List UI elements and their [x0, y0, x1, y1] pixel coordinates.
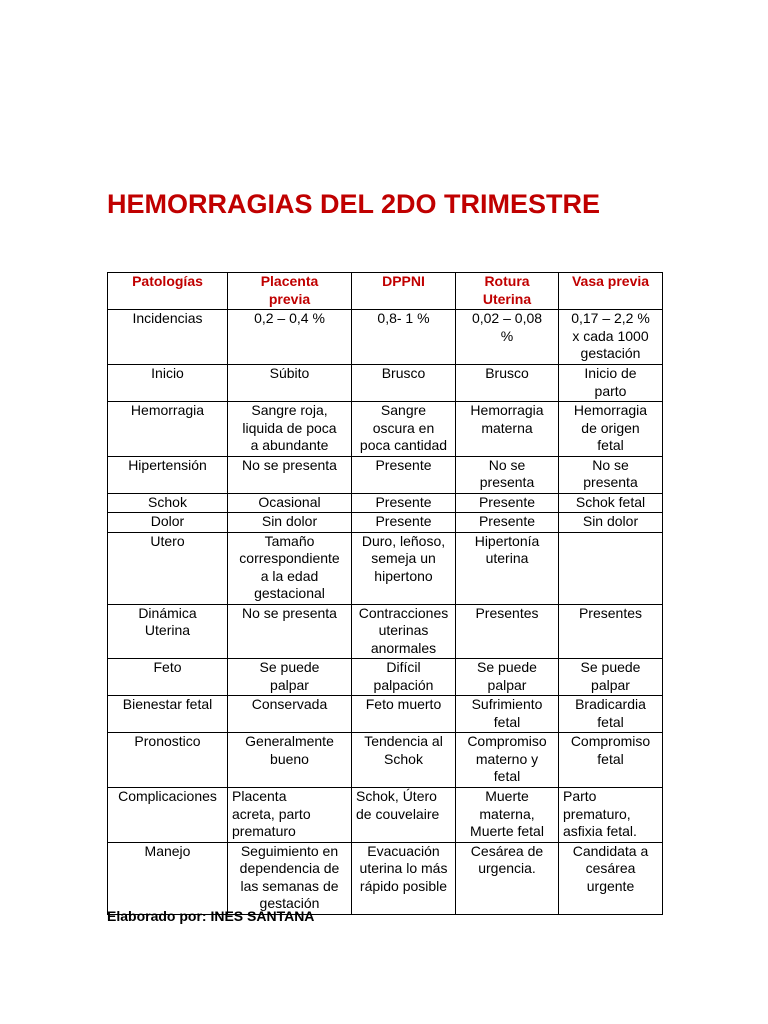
table-row [108, 604, 663, 659]
table-cell: Sufrimiento fetal [456, 696, 559, 733]
table-cell: Sin dolor [228, 513, 352, 533]
table-cell: Conservada [228, 696, 352, 733]
header-cell: Placenta previa [228, 273, 352, 310]
table-cell: Hemorragia de origen fetal [559, 402, 663, 457]
table-cell: Dolor [108, 513, 228, 533]
table-row [108, 493, 663, 513]
table-cell: Seguimiento en dependencia de las semanas de gestación [228, 842, 352, 914]
table-cell: Sangre roja, liquida de poca a abundante [228, 402, 352, 457]
table-cell: Schok, Útero de couvelaire [352, 788, 456, 843]
table-cell: Manejo [108, 842, 228, 914]
table-cell: Hemorragia materna [456, 402, 559, 457]
table-cell: Dinámica Uterina [108, 604, 228, 659]
table-cell: 0,02 – 0,08 % [456, 310, 559, 365]
table-cell: Presente [456, 493, 559, 513]
table-cell: Presente [352, 456, 456, 493]
table-row [108, 659, 663, 696]
table-cell: Feto muerto [352, 696, 456, 733]
table-cell: Presentes [456, 604, 559, 659]
table-cell: No se presenta [559, 456, 663, 493]
table-cell: No se presenta [456, 456, 559, 493]
author-credit: Elaborado por: INES SANTANA [107, 908, 315, 924]
table-cell: Contracciones uterinas anormales [352, 604, 456, 659]
table-cell: Candidata a cesárea urgente [559, 842, 663, 914]
table-cell: Schok [108, 493, 228, 513]
table-cell: Presente [456, 513, 559, 533]
table-cell: Muerte materna, Muerte fetal [456, 788, 559, 843]
header-cell: DPPNI [352, 273, 456, 310]
header-cell: Vasa previa [559, 273, 663, 310]
table-cell: Tamaño correspondiente a la edad gestacional [228, 532, 352, 604]
header-cell: Patologías [108, 273, 228, 310]
table-cell: Pronostico [108, 733, 228, 788]
header-cell: Rotura Uterina [456, 273, 559, 310]
table-cell: Brusco [456, 365, 559, 402]
table-cell: Generalmente bueno [228, 733, 352, 788]
table-cell: Bienestar fetal [108, 696, 228, 733]
table-cell: Utero [108, 532, 228, 604]
table-cell: 0,2 – 0,4 % [228, 310, 352, 365]
table-cell: Compromiso fetal [559, 733, 663, 788]
table-cell: Parto prematuro, asfixia fetal. [559, 788, 663, 843]
table-row [108, 788, 663, 843]
table-cell: Se puede palpar [456, 659, 559, 696]
table-cell: Compromiso materno y fetal [456, 733, 559, 788]
table-cell: Presente [352, 513, 456, 533]
table-cell: Presente [352, 493, 456, 513]
table-row [108, 365, 663, 402]
table-cell: Inicio de parto [559, 365, 663, 402]
table-cell: No se presenta [228, 456, 352, 493]
table-cell: Cesárea de urgencia. [456, 842, 559, 914]
table-cell: Hemorragia [108, 402, 228, 457]
table-cell: Schok fetal [559, 493, 663, 513]
table-cell: Súbito [228, 365, 352, 402]
table-cell: Bradicardia fetal [559, 696, 663, 733]
table-cell: 0,17 – 2,2 % x cada 1000 gestación [559, 310, 663, 365]
table-cell: No se presenta [228, 604, 352, 659]
table-cell: Incidencias [108, 310, 228, 365]
table-row [108, 696, 663, 733]
table-row [108, 842, 663, 914]
table-cell: Feto [108, 659, 228, 696]
table-cell [559, 532, 663, 604]
table-header-row [108, 273, 663, 310]
table-cell: Presentes [559, 604, 663, 659]
table-cell: Evacuación uterina lo más rápido posible [352, 842, 456, 914]
table-cell: Brusco [352, 365, 456, 402]
table-cell: Sin dolor [559, 513, 663, 533]
table-cell: Hipertonía uterina [456, 532, 559, 604]
table-cell: Tendencia al Schok [352, 733, 456, 788]
table-row [108, 532, 663, 604]
page-title: HEMORRAGIAS DEL 2DO TRIMESTRE [107, 189, 601, 219]
table-row [108, 456, 663, 493]
table-row [108, 310, 663, 365]
table-cell: Ocasional [228, 493, 352, 513]
table-cell: Placenta acreta, parto prematuro [228, 788, 352, 843]
table-cell: Se puede palpar [228, 659, 352, 696]
hemorrhage-comparison-table [107, 272, 663, 915]
table-row [108, 513, 663, 533]
table-cell: Sangre oscura en poca cantidad [352, 402, 456, 457]
table-cell: 0,8- 1 % [352, 310, 456, 365]
table-cell: Se puede palpar [559, 659, 663, 696]
table-row [108, 733, 663, 788]
table-cell: Hipertensión [108, 456, 228, 493]
table-cell: Duro, leñoso, semeja un hipertono [352, 532, 456, 604]
table-cell: Complicaciones [108, 788, 228, 843]
table-row [108, 402, 663, 457]
table-cell: Difícil palpación [352, 659, 456, 696]
table-cell: Inicio [108, 365, 228, 402]
